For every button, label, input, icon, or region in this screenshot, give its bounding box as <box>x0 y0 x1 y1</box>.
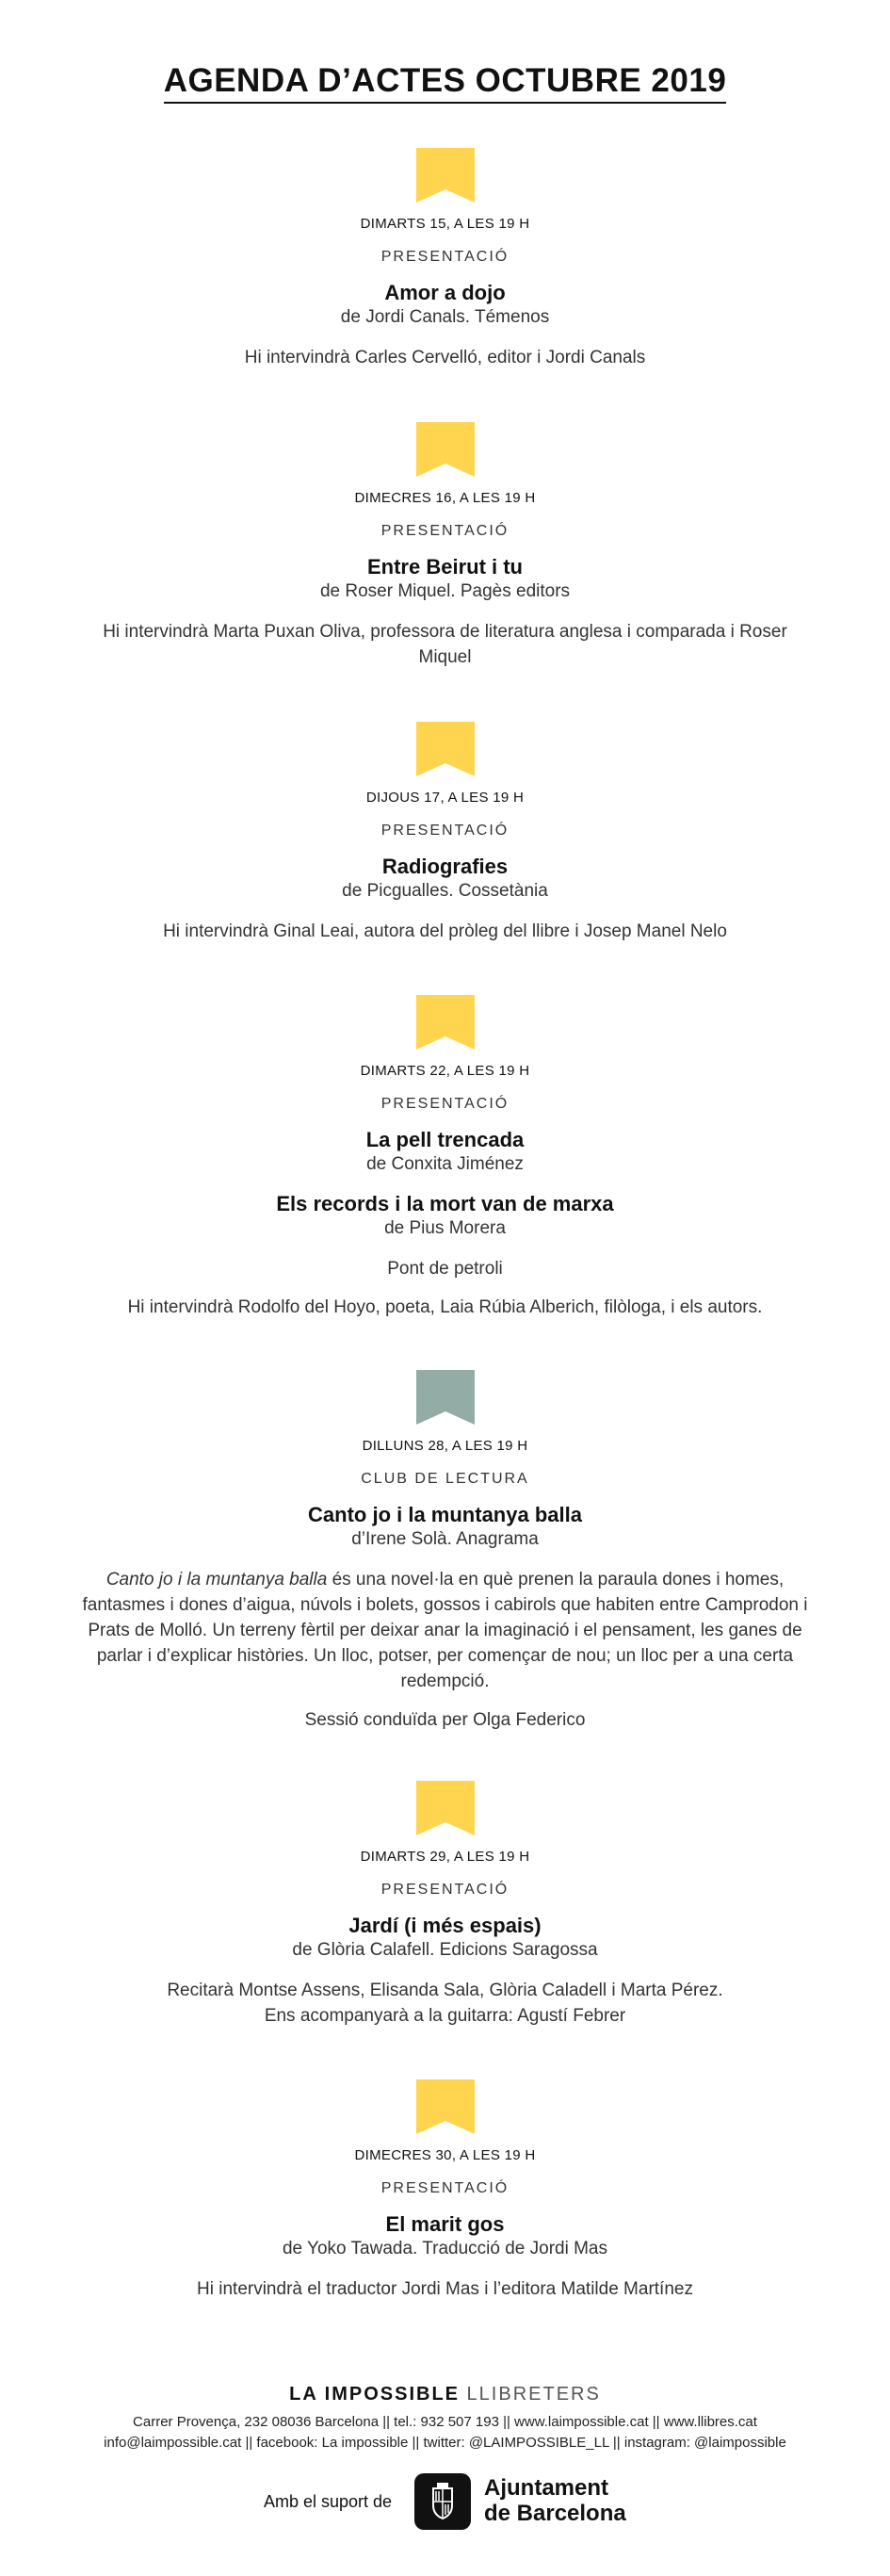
book-title: Radiografies <box>381 855 509 878</box>
book-author: de Roser Miquel. Pagès editors <box>319 581 571 601</box>
event-date: DIJOUS 17, A LES 19 H <box>365 790 525 806</box>
bookmark-icon <box>416 722 475 776</box>
support-label: Amb el suport de <box>264 2492 393 2511</box>
event-note: Pont de petroli <box>387 1259 503 1279</box>
book-title: Els records i la mort van de marxa <box>276 1192 614 1215</box>
event-date: DIMARTS 22, A LES 19 H <box>360 1063 530 1079</box>
event-note: Hi intervindrà Marta Puxan Oliva, professora de literatura anglesa i comparada i Roser Miquel <box>103 622 787 667</box>
event-type: CLUB DE LECTURA <box>361 1471 529 1487</box>
book-author: de Glòria Calafell. Edicions Saragossa <box>292 1940 598 1960</box>
event-description <box>73 1567 817 1694</box>
event-note: Hi intervindrà Rodolfo del Hoyo, poeta, Laia Rúbia Alberich, filòloga, i els autors. <box>127 1297 763 1317</box>
event-3 <box>0 722 890 957</box>
event-2 <box>0 422 890 683</box>
event-date: DIMARTS 29, A LES 19 H <box>360 1849 530 1865</box>
bookmark-icon <box>416 148 475 203</box>
page-title: AGENDA D’ACTES OCTUBRE 2019 <box>0 62 890 100</box>
event-date: DILLUNS 28, A LES 19 H <box>362 1438 528 1454</box>
event-note: Sessió conduïda per Olga Federico <box>304 1710 586 1730</box>
bookmark-icon <box>416 2079 475 2134</box>
ajuntament-line-2: de Barcelona <box>484 2501 626 2526</box>
event-type: PRESENTACIÓ <box>380 1882 510 1898</box>
book-author: de Pius Morera <box>384 1218 506 1238</box>
event-date: DIMARTS 15, A LES 19 H <box>360 216 530 232</box>
support-block <box>264 2473 640 2534</box>
description-text: és una novel·la en què prenen la paraula dones i homes, fantasmes i dones d’aigua, núvols i bolets, gossos i cabirols que habiten entre Camprodon i Prats de Molló. Un terreny fèrtil per deixar anar la imaginació i el pensament, les ganes de parlar i d’explicar històries. Un lloc, potser, per començar de nou; un lloc per a una certa redempció. <box>82 1570 808 1691</box>
footer-social-line: info@laimpossible.cat || facebook: La impossible || twitter: @LAIMPOSSIBLE_LL || instagram: @laimpossible <box>104 2435 786 2451</box>
book-author: de Picgualles. Cossetània <box>342 881 548 901</box>
bookmark-icon <box>416 422 475 477</box>
book-author: d’Irene Solà. Anagrama <box>351 1529 539 1549</box>
book-title: Amor a dojo <box>384 281 506 304</box>
book-title: Entre Beirut i tu <box>366 555 523 579</box>
description-italic: Canto jo i la muntanya balla <box>105 1570 328 1590</box>
event-4 <box>0 995 890 1333</box>
bookstore-name <box>0 2384 890 2405</box>
ajuntament-logo-icon <box>414 2473 471 2530</box>
book-author: de Yoko Tawada. Traducció de Jordi Mas <box>282 2239 608 2258</box>
ajuntament-name <box>484 2475 626 2526</box>
event-note: Ens acompanyarà a la guitarra: Agustí Febrer <box>264 2006 626 2026</box>
event-type: PRESENTACIÓ <box>380 1096 510 1112</box>
event-note: Hi intervindrà Carles Cervelló, editor i Jordi Canals <box>244 348 646 367</box>
bookstore-name-bold: LA IMPOSSIBLE <box>289 2384 460 2405</box>
footer-contact-line: Carrer Provença, 232 08036 Barcelona || tel.: 932 507 193 || www.laimpossible.cat || www.llibres.cat <box>133 2414 757 2430</box>
event-date: DIMECRES 16, A LES 19 H <box>354 490 536 506</box>
event-type: PRESENTACIÓ <box>380 823 510 839</box>
event-type: PRESENTACIÓ <box>380 523 510 539</box>
bookmark-icon <box>416 995 475 1050</box>
event-type: PRESENTACIÓ <box>380 2180 510 2196</box>
event-7 <box>0 2079 890 2315</box>
book-title: Canto jo i la muntanya balla <box>308 1503 582 1526</box>
event-date: DIMECRES 30, A LES 19 H <box>354 2147 536 2163</box>
event-note: Hi intervindrà Ginal Leai, autora del pròleg del llibre i Josep Manel Nelo <box>163 921 727 941</box>
event-note: Recitarà Montse Assens, Elisanda Sala, Glòria Caladell i Marta Pérez. <box>167 1981 723 2000</box>
bookmark-icon <box>416 1370 475 1425</box>
event-1 <box>0 148 890 383</box>
book-title: El marit gos <box>385 2212 505 2236</box>
bookstore-name-light: LLIBRETERS <box>460 2384 601 2405</box>
event-type: PRESENTACIÓ <box>380 249 510 265</box>
book-title: Jardí (i més espais) <box>348 1914 542 1937</box>
event-6 <box>0 1781 890 2042</box>
ajuntament-line-1: Ajuntament <box>484 2475 608 2501</box>
book-author: de Jordi Canals. Témenos <box>340 307 550 327</box>
bookmark-icon <box>416 1781 475 1835</box>
event-note: Hi intervindrà el traductor Jordi Mas i l’editora Matilde Martínez <box>197 2279 693 2299</box>
event-5 <box>0 1370 890 1746</box>
book-author: de Conxita Jiménez <box>366 1154 524 1174</box>
book-title: La pell trencada <box>365 1128 525 1151</box>
